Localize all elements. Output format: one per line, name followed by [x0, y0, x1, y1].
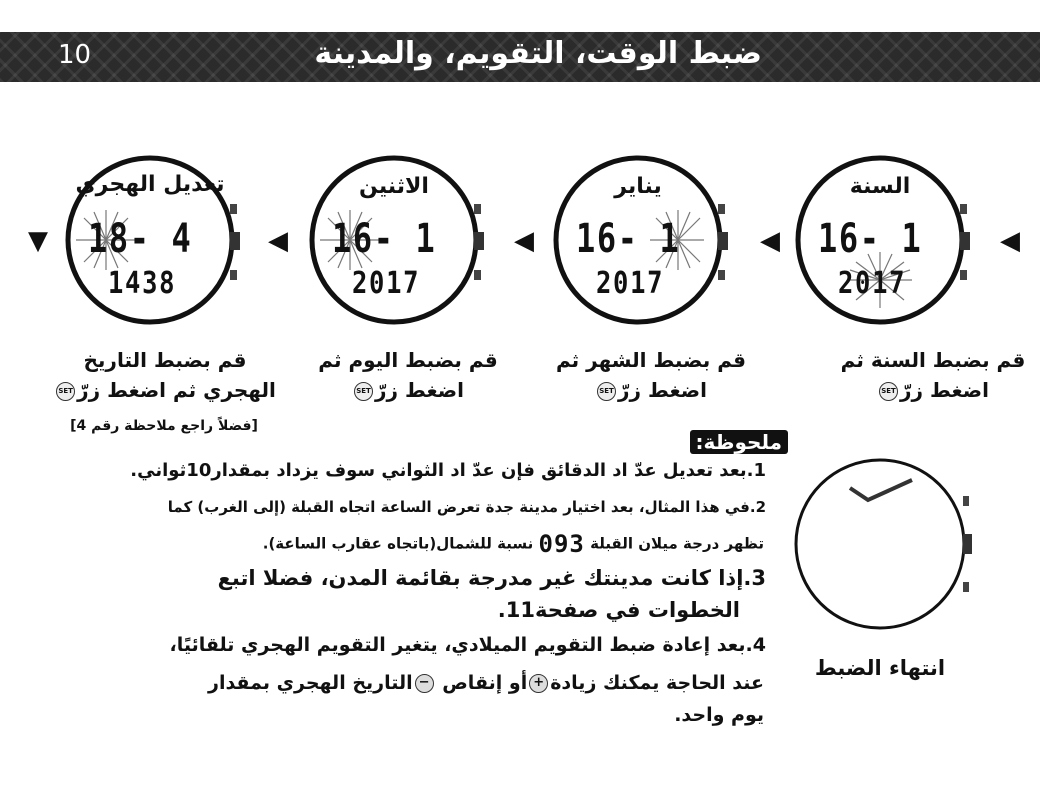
caption-year — [826, 345, 1040, 405]
caption-day-line2: اضغط زرّ — [375, 378, 464, 402]
watch-label-hijri: تعديل الهجري — [75, 172, 225, 197]
watch-end — [786, 456, 962, 632]
watch-label-day: الاثنين — [359, 174, 429, 199]
set-button-icon: SET — [597, 382, 616, 401]
note-4-text-a: عند الحاجة يمكنك زيادة — [550, 672, 764, 694]
note-2-line2 — [263, 530, 764, 558]
notes-title: ملحوظة: — [690, 430, 788, 454]
minus-button-icon: − — [415, 674, 434, 693]
note-4-line2 — [208, 672, 764, 694]
caption-day-line1: قم بضبط اليوم ثم — [318, 348, 498, 372]
caption-year-line2: اضغط زرّ — [900, 378, 989, 402]
watch-year — [792, 152, 968, 328]
page-number: 10 — [58, 40, 92, 70]
caption-month — [536, 345, 766, 405]
watch-label-month: يناير — [614, 174, 662, 199]
caption-month-line1: قم بضبط الشهر ثم — [555, 348, 747, 372]
page-header — [0, 32, 1040, 82]
caption-hijri — [40, 345, 290, 405]
arrow-left-icon: ◀ — [514, 226, 534, 256]
watch-face-end — [786, 456, 962, 632]
note-2-text-a: تظهر درجة ميلان القبلة — [590, 534, 764, 553]
arrow-left-icon: ◀ — [268, 226, 288, 256]
watch-main-display-day: 16- 1 — [332, 216, 437, 262]
watch-main-display-year: 16- 1 — [818, 216, 923, 262]
qibla-degree-display: 093 — [538, 530, 585, 558]
caption-year-line1: قم بضبط السنة ثم — [840, 348, 1026, 372]
watch-sub-display-hijri: 1438 — [108, 266, 177, 301]
note-4-text-c: التاريخ الهجري بمقدار — [208, 672, 413, 694]
watch-sub-display-month: 2017 — [596, 266, 665, 301]
watch-main-display-hijri: 18- 4 — [88, 216, 193, 262]
caption-day — [298, 345, 518, 405]
watch-sub-display-day: 2017 — [352, 266, 421, 301]
note-2-line1: 2.في هذا المثال، بعد اختيار مدينة جدة تعرض الساعة اتجاه القبلة (إلى الغرب) كما — [167, 498, 766, 516]
note-4-line3: يوم واحد. — [674, 704, 764, 726]
set-button-icon: SET — [354, 382, 373, 401]
watch-main-display-month: 16- 1 — [576, 216, 681, 262]
note-1: 1.بعد تعديل عدّ اد الدقائق فإن عدّ اد الثواني سوف يزداد بمقدار10ثواني. — [130, 460, 766, 481]
watch-day — [306, 152, 482, 328]
watch-hijri — [62, 152, 238, 328]
page-title: ضبط الوقت، التقويم، والمدينة — [314, 36, 762, 71]
arrow-down-icon: ▼ — [28, 226, 48, 256]
arrow-left-icon: ◀ — [760, 226, 780, 256]
set-button-icon: SET — [56, 382, 75, 401]
caption-hijri-line1: قم بضبط التاريخ — [83, 348, 247, 372]
note-3-line2: الخطوات في صفحة11. — [497, 598, 740, 622]
note-4-line1: 4.بعد إعادة ضبط التقويم الميلادي، يتغير التقويم الهجري تلقائيًا، — [169, 634, 766, 656]
watch-sub-display-year: 2017 — [838, 266, 907, 301]
note-2-text-b: نسبة للشمال(باتجاه عقارب الساعة). — [262, 534, 534, 553]
note-4-text-b: أو إنقاص — [442, 672, 528, 694]
note-3-line1: 3.إذا كانت مدينتك غير مدرجة بقائمة المدن، فضلا اتبع — [217, 566, 766, 590]
watch-label-year: السنة — [849, 174, 911, 199]
caption-hijri-line2: الهجري ثم اضغط زرّ — [77, 378, 276, 402]
end-label: انتهاء الضبط — [814, 656, 946, 680]
arrow-left-icon: ◀ — [1000, 226, 1020, 256]
plus-button-icon: + — [529, 674, 548, 693]
set-button-icon: SET — [879, 382, 898, 401]
watch-month — [550, 152, 726, 328]
caption-month-line2: اضغط زرّ — [618, 378, 707, 402]
note-reference: [فضلاً راجع ملاحظة رقم 4] — [70, 418, 258, 434]
